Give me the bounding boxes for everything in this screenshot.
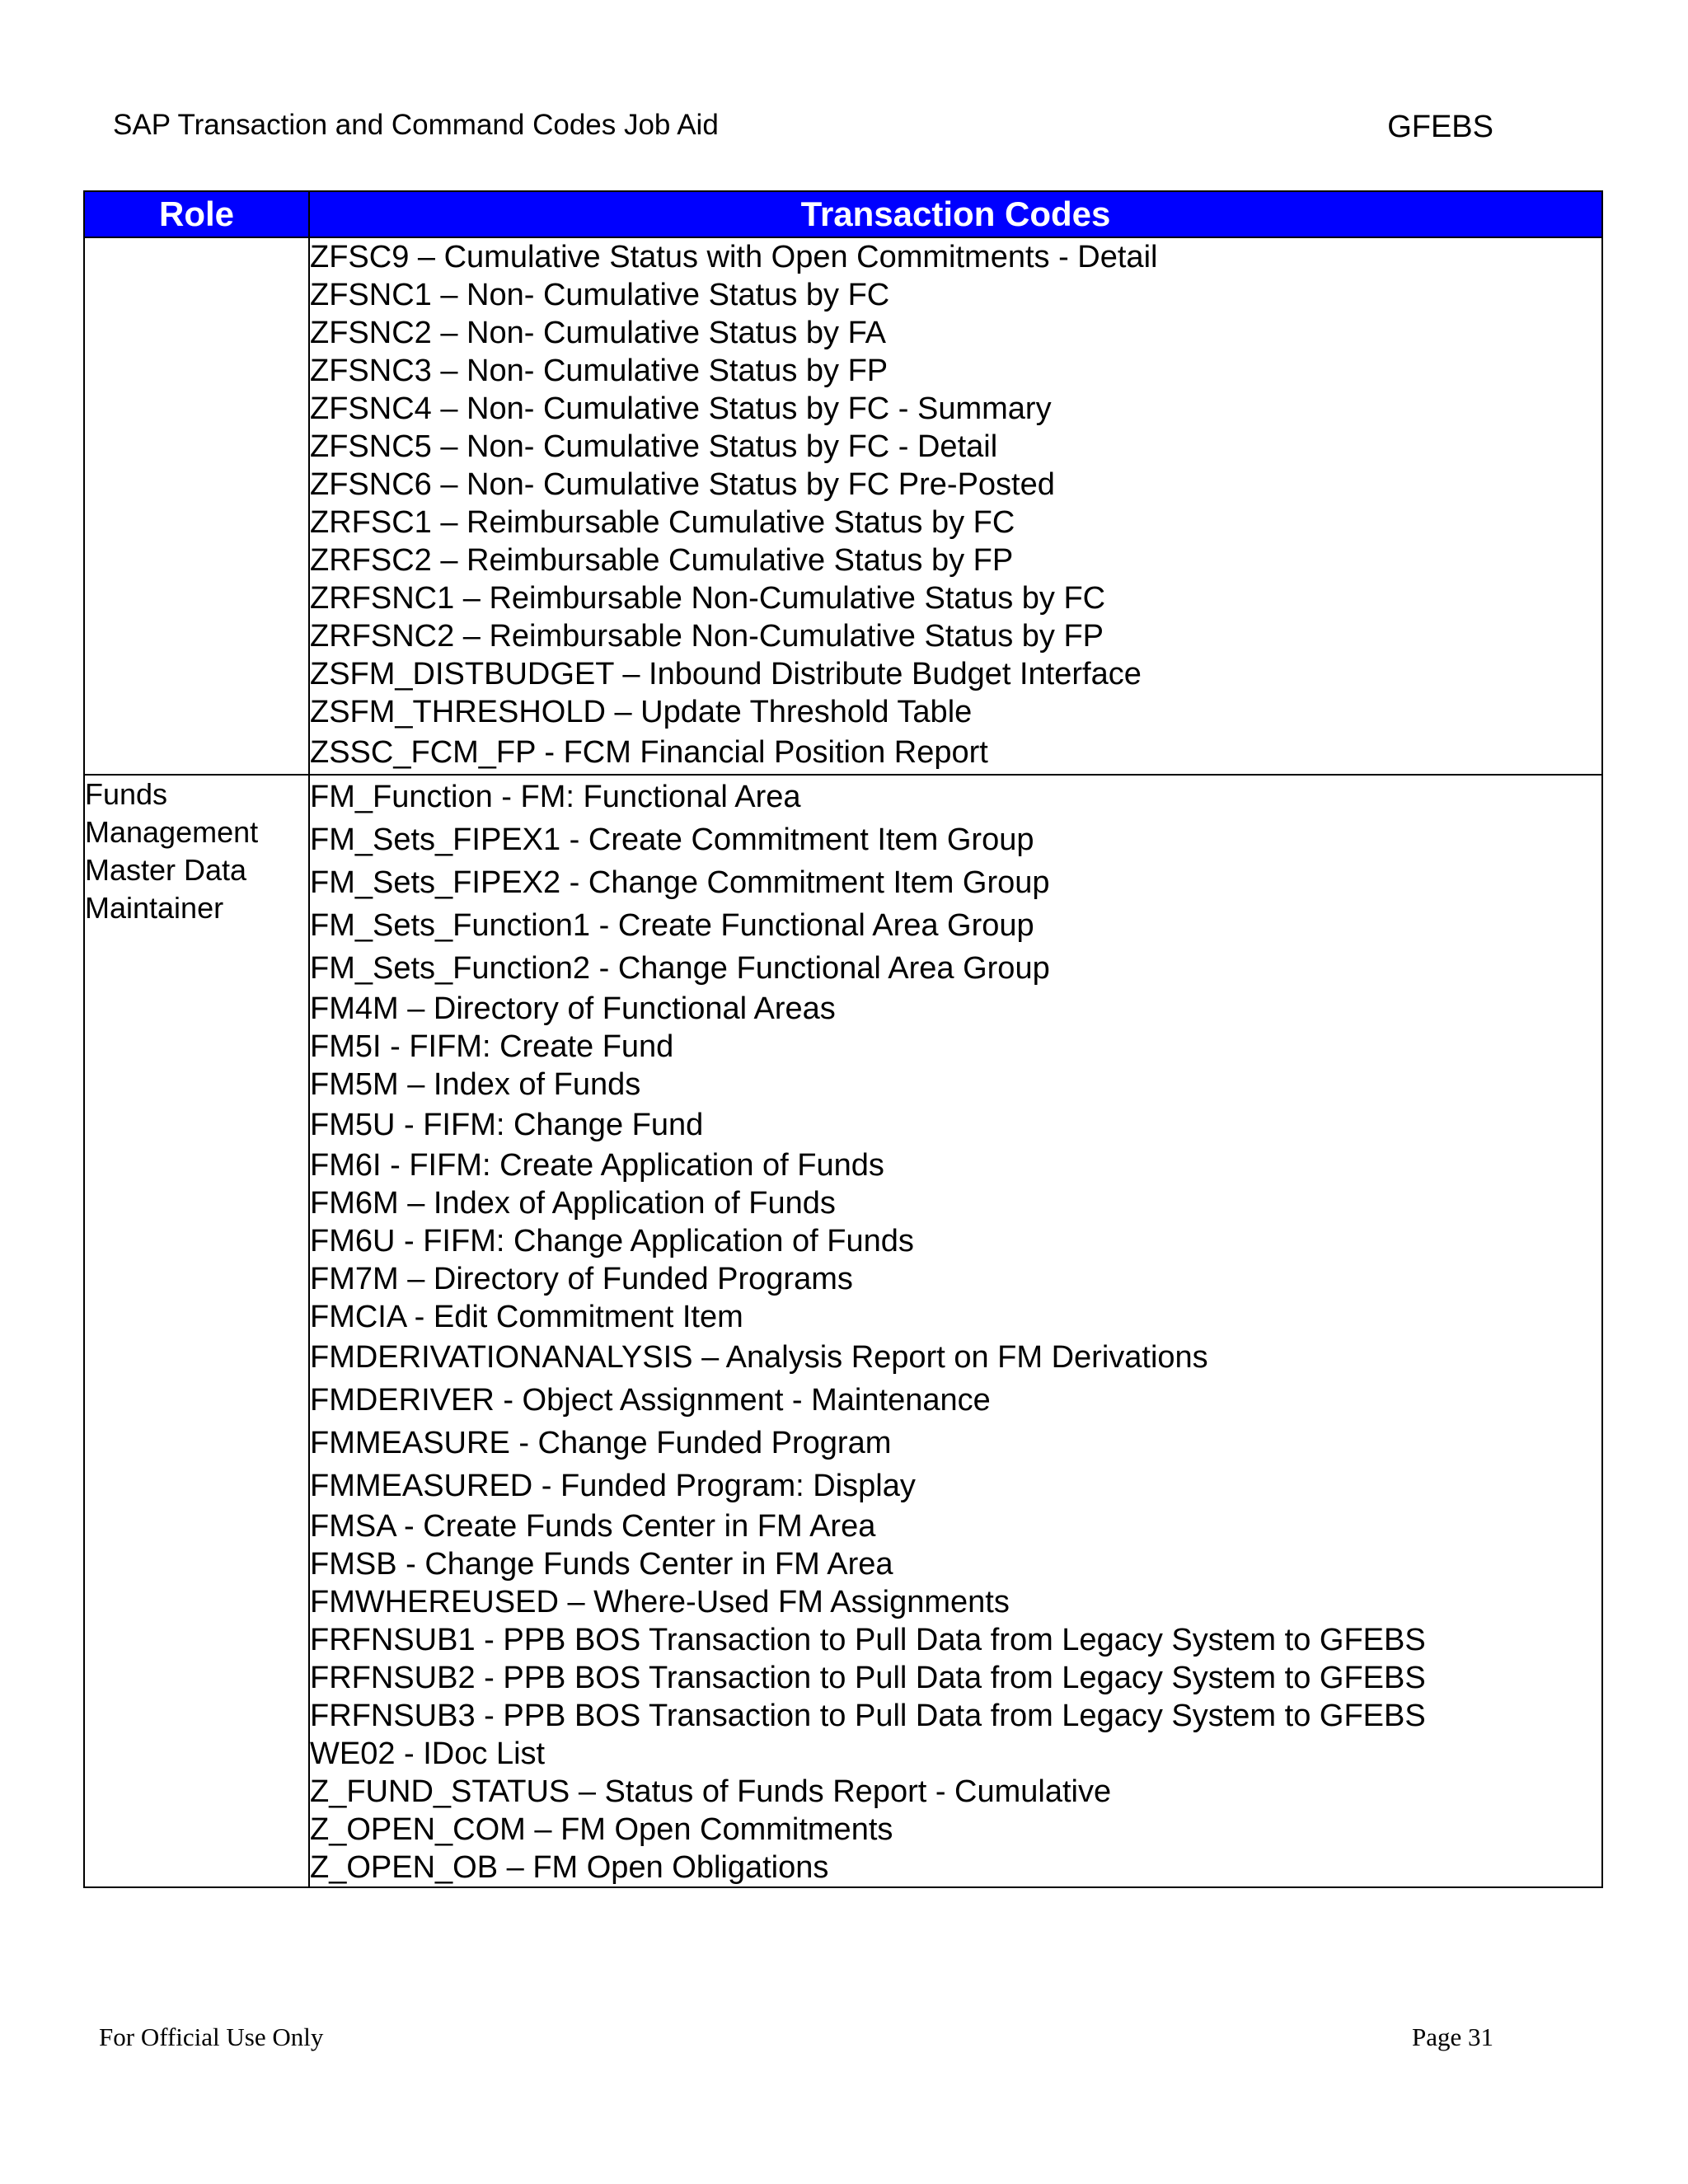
code-line: ZRFSC2 – Reimbursable Cumulative Status by FP <box>310 543 1014 578</box>
code-line: FMDERIVER - Object Assignment - Maintenance <box>310 1383 991 1418</box>
organization-name: GFEBS <box>1387 110 1493 144</box>
document-title: SAP Transaction and Command Codes Job Aid <box>113 109 719 141</box>
role-label-line: Funds <box>85 777 168 811</box>
code-line: FM_Sets_FIPEX1 - Create Commitment Item Group <box>310 823 1034 857</box>
code-line: ZRFSNC1 – Reimbursable Non-Cumulative Status by FC <box>310 581 1106 616</box>
code-line: FMDERIVATIONANALYSIS – Analysis Report on FM Derivations <box>310 1340 1208 1375</box>
code-line: FMCIA - Edit Commitment Item <box>310 1300 743 1334</box>
code-line: FM6M – Index of Application of Funds <box>310 1186 836 1221</box>
code-line: FRFNSUB2 - PPB BOS Transaction to Pull Data from Legacy System to GFEBS <box>310 1661 1426 1695</box>
code-line: FMWHEREUSED – Where-Used FM Assignments <box>310 1585 1010 1619</box>
page-number: Page 31 <box>1411 2022 1493 2051</box>
code-line: FM_Sets_FIPEX2 - Change Commitment Item Group <box>310 865 1050 900</box>
code-line: ZFSNC4 – Non- Cumulative Status by FC - Summary <box>310 391 1052 426</box>
column-header-transaction-codes: Transaction Codes <box>309 191 1602 237</box>
code-line: Z_OPEN_OB – FM Open Obligations <box>310 1850 829 1885</box>
code-line: FRFNSUB1 - PPB BOS Transaction to Pull Data from Legacy System to GFEBS <box>310 1623 1426 1657</box>
code-line: ZSFM_THRESHOLD – Update Threshold Table <box>310 695 973 729</box>
code-line: FRFNSUB3 - PPB BOS Transaction to Pull Data from Legacy System to GFEBS <box>310 1699 1426 1733</box>
code-line: WE02 - IDoc List <box>310 1736 546 1771</box>
code-line: FM5I - FIFM: Create Fund <box>310 1029 674 1064</box>
code-line: FM6I - FIFM: Create Application of Funds <box>310 1148 884 1183</box>
codes-cell <box>309 237 1602 775</box>
column-header-role: Role <box>84 191 309 237</box>
code-line: FMMEASURE - Change Funded Program <box>310 1426 892 1460</box>
code-line: FM4M – Directory of Functional Areas <box>310 991 836 1026</box>
code-line: FM_Sets_Function1 - Create Functional Area Group <box>310 908 1034 943</box>
code-line: FMMEASURED - Funded Program: Display <box>310 1469 916 1503</box>
code-line: ZFSNC1 – Non- Cumulative Status by FC <box>310 278 890 312</box>
code-line: ZFSC9 – Cumulative Status with Open Commitments - Detail <box>310 240 1158 274</box>
code-line: FM_Sets_Function2 - Change Functional Area Group <box>310 951 1050 986</box>
code-line: ZSSC_FCM_FP - FCM Financial Position Report <box>310 735 988 770</box>
code-line: Z_OPEN_COM – FM Open Commitments <box>310 1812 893 1847</box>
code-line: FM_Function - FM: Functional Area <box>310 780 801 814</box>
code-line: FM7M – Directory of Funded Programs <box>310 1262 853 1296</box>
code-line: FM6U - FIFM: Change Application of Funds <box>310 1224 914 1258</box>
role-cell <box>84 775 309 1887</box>
code-line: FM5U - FIFM: Change Fund <box>310 1108 704 1142</box>
code-line: ZRFSC1 – Reimbursable Cumulative Status by FC <box>310 505 1015 540</box>
code-line: FM5M – Index of Funds <box>310 1067 641 1102</box>
code-line: ZFSNC3 – Non- Cumulative Status by FP <box>310 354 889 388</box>
role-label-line: Management <box>85 815 259 849</box>
classification-footer: For Official Use Only <box>99 2022 324 2051</box>
code-line: ZRFSNC2 – Reimbursable Non-Cumulative Status by FP <box>310 619 1104 654</box>
code-line: FMSA - Create Funds Center in FM Area <box>310 1509 876 1544</box>
table-header-row <box>84 191 1602 237</box>
transaction-codes-table <box>83 190 1603 1888</box>
code-line: ZFSNC2 – Non- Cumulative Status by FA <box>310 316 887 350</box>
role-cell <box>84 237 309 775</box>
code-line: ZSFM_DISTBUDGET – Inbound Distribute Budget Interface <box>310 657 1142 691</box>
table-row <box>84 237 1602 775</box>
code-line: FMSB - Change Funds Center in FM Area <box>310 1547 893 1582</box>
role-label-line: Master Data <box>85 853 247 887</box>
table-row <box>84 775 1602 1887</box>
code-line: ZFSNC5 – Non- Cumulative Status by FC - Detail <box>310 429 998 464</box>
code-line: Z_FUND_STATUS – Status of Funds Report - Cumulative <box>310 1774 1112 1809</box>
role-label-line: Maintainer <box>85 891 224 925</box>
codes-cell <box>309 775 1602 1887</box>
code-line: ZFSNC6 – Non- Cumulative Status by FC Pre-Posted <box>310 467 1055 502</box>
